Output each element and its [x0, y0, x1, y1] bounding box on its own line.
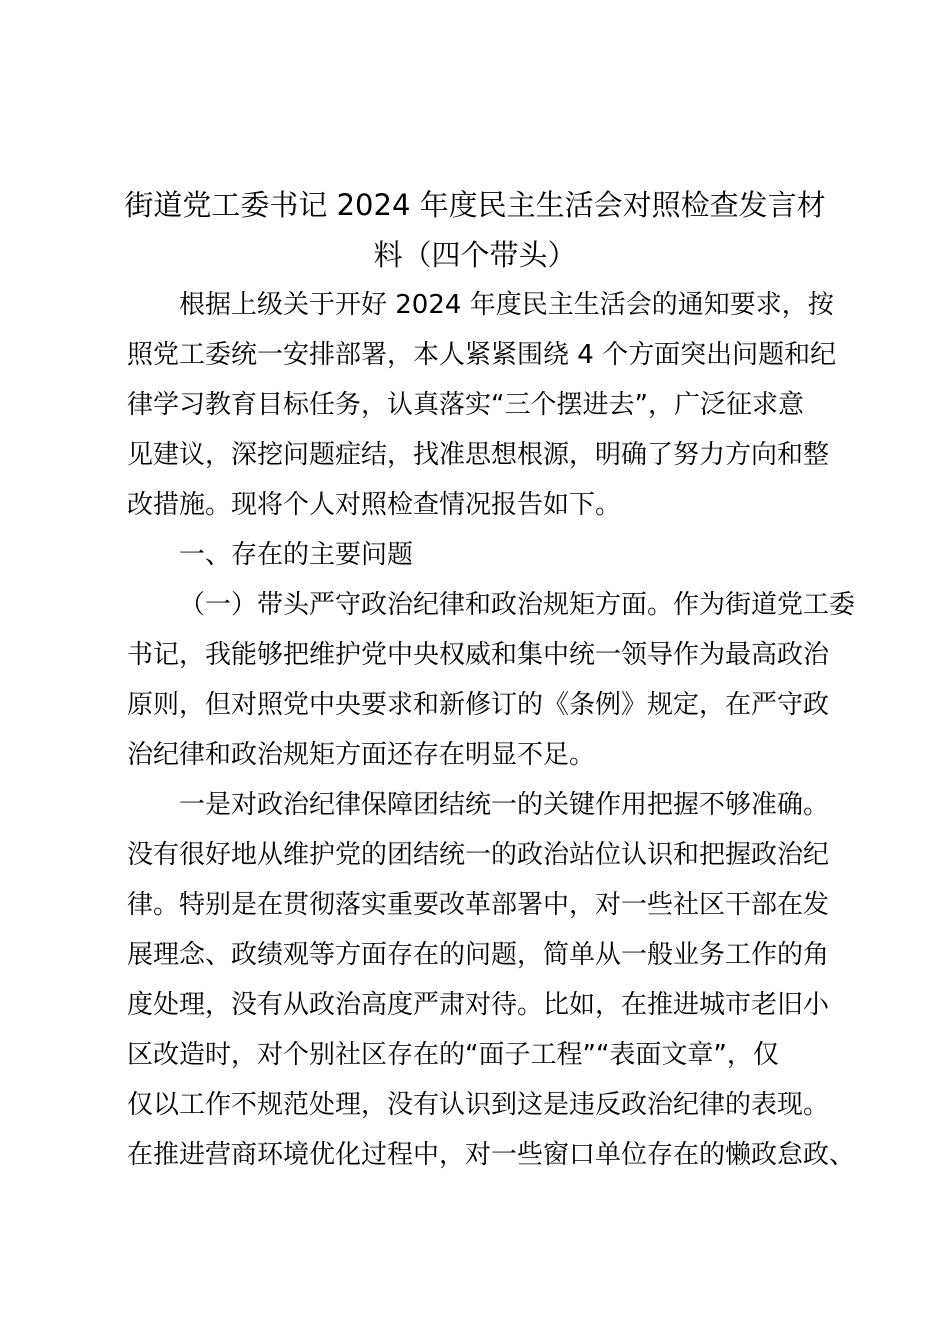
- point-one-line-6: 区改造时，对个别社区存在的“面子工程”“表面文章”，仅: [127, 1040, 779, 1070]
- document-title-line-2: 料（四个带头）: [373, 238, 577, 272]
- point-one-line-4: 展理念、政绩观等方面存在的问题，简单从一般业务工作的角: [127, 940, 830, 970]
- point-one-line-2: 没有很好地从维护党的团结统一的政治站位认识和把握政治纪: [127, 840, 830, 870]
- paragraph-intro-line-1: 根据上级关于开好 2024 年度民主生活会的通知要求，按: [179, 290, 834, 320]
- paragraph-intro-line-3: 律学习教育目标任务，认真落实“三个摆进去”，广泛征求意: [127, 390, 804, 420]
- paragraph-intro-line-2: 照党工委统一安排部署，本人紧紧围绕 4 个方面突出问题和纪: [127, 340, 837, 370]
- subsection-line-2: 书记，我能够把维护党中央权威和集中统一领导作为最高政治: [127, 640, 830, 670]
- subsection-line-3: 原则，但对照党中央要求和新修订的《条例》规定，在严守政: [127, 690, 830, 720]
- point-one-line-7: 仅以工作不规范处理，没有认识到这是违反政治纪律的表现。: [127, 1090, 830, 1120]
- point-one-line-8: 在推进营商环境优化过程中，对一些窗口单位存在的懒政怠政、: [127, 1140, 856, 1170]
- point-one-line-5: 度处理，没有从政治高度严肃对待。比如，在推进城市老旧小: [127, 990, 830, 1020]
- point-one-line-3: 律。特别是在贯彻落实重要改革部署中，对一些社区干部在发: [127, 890, 830, 920]
- subsection-line-1: （一）带头严守政治纪律和政治规矩方面。作为街道党工委: [179, 590, 856, 620]
- paragraph-intro-line-4: 见建议，深挖问题症结，找准思想根源，明确了努力方向和整: [127, 440, 830, 470]
- subsection-line-4: 治纪律和政治规矩方面还存在明显不足。: [127, 740, 596, 770]
- point-one-line-1: 一是对政治纪律保障团结统一的关键作用把握不够准确。: [179, 790, 830, 820]
- paragraph-intro-line-5: 改措施。现将个人对照检查情况报告如下。: [127, 490, 622, 520]
- section-heading: 一、存在的主要问题: [179, 540, 414, 570]
- document-title-line-1: 街道党工委书记 2024 年度民主生活会对照检查发言材: [124, 188, 826, 222]
